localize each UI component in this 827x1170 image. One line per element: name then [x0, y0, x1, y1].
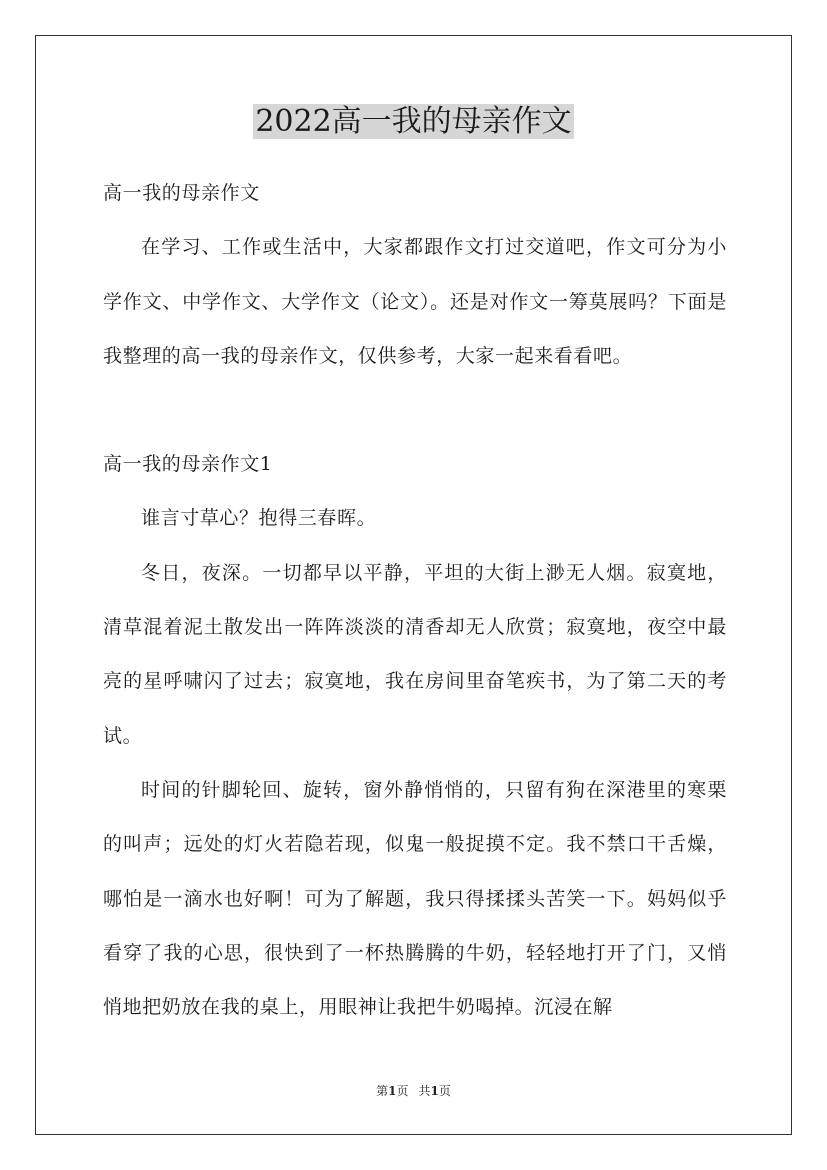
intro-paragraph: 在学习、工作或生活中，大家都跟作文打过交道吧，作文可分为小学作文、中学作文、大学作文（论文）。还是对作文一筹莫展吗？下面是我整理的高一我的母亲作文，仅供参考，大家一起来看看吧。: [103, 236, 727, 367]
document-body: [103, 166, 727, 1034]
page-footer: [0, 1083, 827, 1099]
total-pages: 1: [430, 1084, 439, 1098]
body-paragraph-2: 冬日，夜深。一切都早以平静，平坦的大街上渺无人烟。寂寞地，清草混着泥土散发出一阵阵淡淡的清香却无人欣赏；寂寞地，夜空中最亮的星呼啸闪了过去；寂寞地，我在房间里奋笔疾书，为了第二天的考试。: [103, 561, 727, 747]
document-title: [0, 103, 827, 141]
section-heading: 高一我的母亲作文1: [103, 453, 273, 476]
page-prefix: 第: [376, 1084, 389, 1098]
page-suffix: 页: [396, 1084, 409, 1098]
document-subtitle: 高一我的母亲作文: [103, 182, 260, 204]
page-number: 1: [388, 1084, 397, 1098]
body-paragraph-1: 谁言寸草心？抱得三春晖。: [141, 507, 377, 530]
total-suffix: 页: [438, 1084, 451, 1098]
body-paragraph-3: 时间的针脚轮回、旋转，窗外静悄悄的，只留有狗在深港里的寒栗的叫声；远处的灯火若隐若现，似鬼一般捉摸不定。我不禁口干舌燥，哪怕是一滴水也好啊！可为了解题，我只得揉揉头苦笑一下。妈妈似乎看穿了我的心思，很快到了一杯热腾腾的牛奶，轻轻地打开了门，又悄悄地把奶放在我的桌上，用眼神让我把牛奶喝掉。沉浸在解: [103, 778, 727, 1019]
document-title-text: 2022高一我的母亲作文: [255, 104, 572, 139]
total-prefix: 共: [418, 1084, 431, 1098]
